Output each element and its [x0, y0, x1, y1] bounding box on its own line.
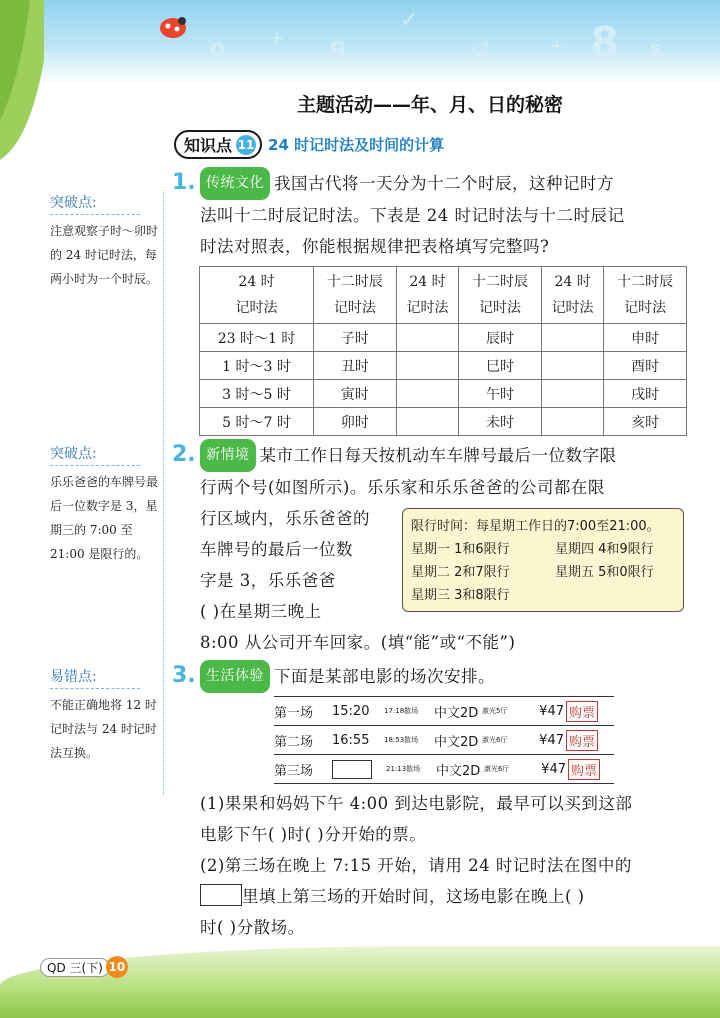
notice-cell: 星期二 2和7限行	[411, 565, 510, 580]
question-2-answer-line[interactable]: ( )在星期三晚上	[200, 602, 322, 621]
table-cell: 辰时	[459, 324, 542, 352]
table-header-cell: 24 时 记时法	[396, 267, 458, 324]
table-cell: 亥时	[604, 408, 687, 436]
sub-question-1-line: (1)果果和妈妈下午 4:00 到达电影院，最早可以买到这部	[200, 794, 633, 813]
decor-q-icon: q	[330, 34, 346, 59]
question-1-line: 时法对照表，你能根据规律把表格填写完整吗?	[200, 237, 550, 256]
ladybug-icon	[158, 14, 188, 40]
leaf-decoration-icon	[0, 0, 44, 160]
question-2-line: 某市工作日每天按机动车车牌号最后一位数字限	[259, 446, 617, 465]
side-note-3	[50, 666, 160, 765]
table-blank-cell[interactable]	[541, 380, 603, 408]
question-3-intro	[200, 660, 690, 693]
showing-price: ¥47	[539, 732, 564, 748]
decor-plus2-icon: +	[550, 36, 564, 55]
question-3-tag: 生活体验	[200, 660, 270, 693]
decor-8-icon: 8	[590, 18, 620, 67]
table-cell: 未时	[459, 408, 542, 436]
table-row	[200, 408, 687, 436]
question-1-text	[200, 167, 690, 262]
notice-row	[411, 561, 675, 584]
table-cell: 23 时～1 时	[200, 324, 314, 352]
table-cell: 5 时～7 时	[200, 408, 314, 436]
movie-schedule	[274, 696, 614, 784]
page-title: 主题活动——年、月、日的秘密	[296, 94, 563, 116]
decor-s-icon: s	[650, 38, 661, 59]
table-blank-cell[interactable]	[396, 352, 458, 380]
table-row	[200, 380, 687, 408]
decor-check-icon: ✓	[400, 8, 419, 33]
showing-time-blank[interactable]	[332, 760, 372, 779]
question-2-line: 行两个号(如图所示)。乐乐家和乐乐爸爸的公司都在限	[200, 478, 605, 497]
table-cell: 申时	[604, 324, 687, 352]
question-1-tag: 传统文化	[200, 167, 270, 200]
showing-lang: 中文2D	[434, 705, 479, 721]
side-note-text: 注意观察子时～卯时的 24 时记时法，每两小时为一个时辰。	[50, 224, 159, 286]
table-header-cell: 十二时辰 记时法	[314, 267, 397, 324]
table-blank-cell[interactable]	[541, 352, 603, 380]
table-cell: 午时	[459, 380, 542, 408]
sub-question-2-line[interactable]: 里填上第三场的开始时间，这场电影在晚上( )	[242, 887, 585, 906]
showing-name: 第一场	[274, 705, 314, 721]
showing-hall: 激光5厅	[482, 707, 508, 715]
side-note-text: 不能正确地将 12 时记时法与 24 时记时法互换。	[50, 698, 157, 760]
table-row	[200, 324, 687, 352]
showing-name: 第三场	[274, 763, 314, 779]
table-header-row	[200, 267, 687, 324]
table-cell: 酉时	[604, 352, 687, 380]
table-cell: 卯时	[314, 408, 397, 436]
showing-hall: 激光6厅	[482, 736, 508, 744]
notice-row	[411, 538, 675, 561]
sub-question-2-line[interactable]: 时( )分散场。	[200, 918, 305, 937]
showing-hall: 激光6厅	[484, 765, 510, 773]
sidebar-divider	[163, 190, 164, 795]
question-3-subquestions	[200, 788, 690, 943]
table-blank-cell[interactable]	[396, 380, 458, 408]
table-blank-cell[interactable]	[396, 324, 458, 352]
question-1-number: 1.	[172, 170, 196, 195]
knowledge-point-label: 知识点	[184, 136, 233, 155]
table-cell: 寅时	[314, 380, 397, 408]
question-2-line: 车牌号的最后一位数	[200, 540, 353, 559]
knowledge-point-title: 24 时记时法及时间的计算	[268, 136, 445, 154]
notice-cell: 星期五 5和0限行	[555, 565, 654, 580]
showing-lang: 中文2D	[436, 763, 481, 779]
knowledge-point-number: 11	[236, 135, 256, 155]
showing-end: 18:53散场	[384, 736, 419, 744]
table-cell: 3 时～5 时	[200, 380, 314, 408]
buy-ticket-button[interactable]: 购票	[568, 759, 600, 780]
table-cell: 丑时	[314, 352, 397, 380]
sub-question-2-line: (2)第三场在晚上 7:15 开始，请用 24 时记时法在图中的	[200, 856, 632, 875]
showing-price: ¥47	[541, 761, 566, 777]
question-2-tag: 新情境	[200, 439, 256, 472]
table-cell: 戌时	[604, 380, 687, 408]
table-row	[200, 352, 687, 380]
question-2-line: 8:00 从公司开车回家。(填“能”或“不能”)	[200, 633, 516, 652]
showing-end: 21:13散场	[386, 765, 421, 773]
table-header-cell: 24 时 记时法	[200, 267, 314, 324]
side-note-2	[50, 443, 160, 566]
side-note-title: 突破点:	[50, 443, 160, 466]
knowledge-point-badge	[174, 130, 262, 159]
table-header-cell: 十二时辰 记时法	[459, 267, 542, 324]
decor-o-icon: o	[210, 36, 226, 61]
side-note-1	[50, 192, 160, 291]
movie-showing-row	[274, 755, 614, 784]
knowledge-point-heading	[174, 130, 444, 159]
table-blank-cell[interactable]	[396, 408, 458, 436]
movie-showing-row	[274, 726, 614, 755]
showing-time: 15:20	[332, 703, 370, 719]
showing-lang: 中文2D	[434, 734, 479, 750]
restriction-notice	[402, 508, 684, 612]
showing-time: 16:55	[332, 732, 370, 748]
question-3-intro-text: 下面是某部电影的场次安排。	[274, 667, 495, 686]
side-note-title: 易错点:	[50, 666, 160, 689]
showing-end: 17:18散场	[384, 707, 419, 715]
notice-row	[411, 584, 675, 607]
showing-price: ¥47	[539, 703, 564, 719]
question-1-line: 我国古代将一天分为十二个时辰，这种记时方	[274, 174, 614, 193]
table-cell: 1 时～3 时	[200, 352, 314, 380]
movie-showing-row	[274, 696, 614, 726]
page-number: 10	[106, 956, 128, 978]
table-blank-cell[interactable]	[541, 324, 603, 352]
sub-question-1-line[interactable]: 电影下午( )时( )分开始的票。	[200, 825, 427, 844]
notice-title: 限行时间：每星期工作日的7:00至21:00。	[411, 519, 660, 534]
table-blank-cell[interactable]	[541, 408, 603, 436]
time-system-table	[199, 266, 687, 436]
question-2-number: 2.	[172, 442, 196, 467]
question-2-line: 行区域内，乐乐爸爸的	[200, 509, 370, 528]
table-cell: 巳时	[459, 352, 542, 380]
notice-cell: 星期一 1和6限行	[411, 542, 510, 557]
showing-name: 第二场	[274, 734, 314, 750]
buy-ticket-button[interactable]: 购票	[566, 730, 598, 751]
question-2-line: 字是 3，乐乐爸爸	[200, 571, 336, 590]
table-header-cell: 24 时 记时法	[541, 267, 603, 324]
side-note-title: 突破点:	[50, 192, 160, 215]
decor-triangle-icon: ◁	[470, 36, 487, 61]
answer-box[interactable]	[200, 884, 242, 906]
buy-ticket-button[interactable]: 购票	[566, 701, 598, 722]
decor-plus-icon: +	[270, 28, 284, 47]
side-note-text: 乐乐爸爸的车牌号最后一位数字是 3，星期三的 7:00 至 21:00 是限行的。	[50, 475, 159, 561]
notice-cell: 星期三 3和8限行	[411, 588, 510, 603]
book-code: QD 三(下)	[40, 958, 110, 977]
page-badge	[40, 956, 128, 978]
table-header-cell: 十二时辰 记时法	[604, 267, 687, 324]
question-3-number: 3.	[172, 663, 196, 688]
table-cell: 子时	[314, 324, 397, 352]
notice-cell: 星期四 4和9限行	[555, 542, 654, 557]
question-1-line: 法叫十二时辰记时法。下表是 24 时记时法与十二时辰记	[200, 206, 625, 225]
